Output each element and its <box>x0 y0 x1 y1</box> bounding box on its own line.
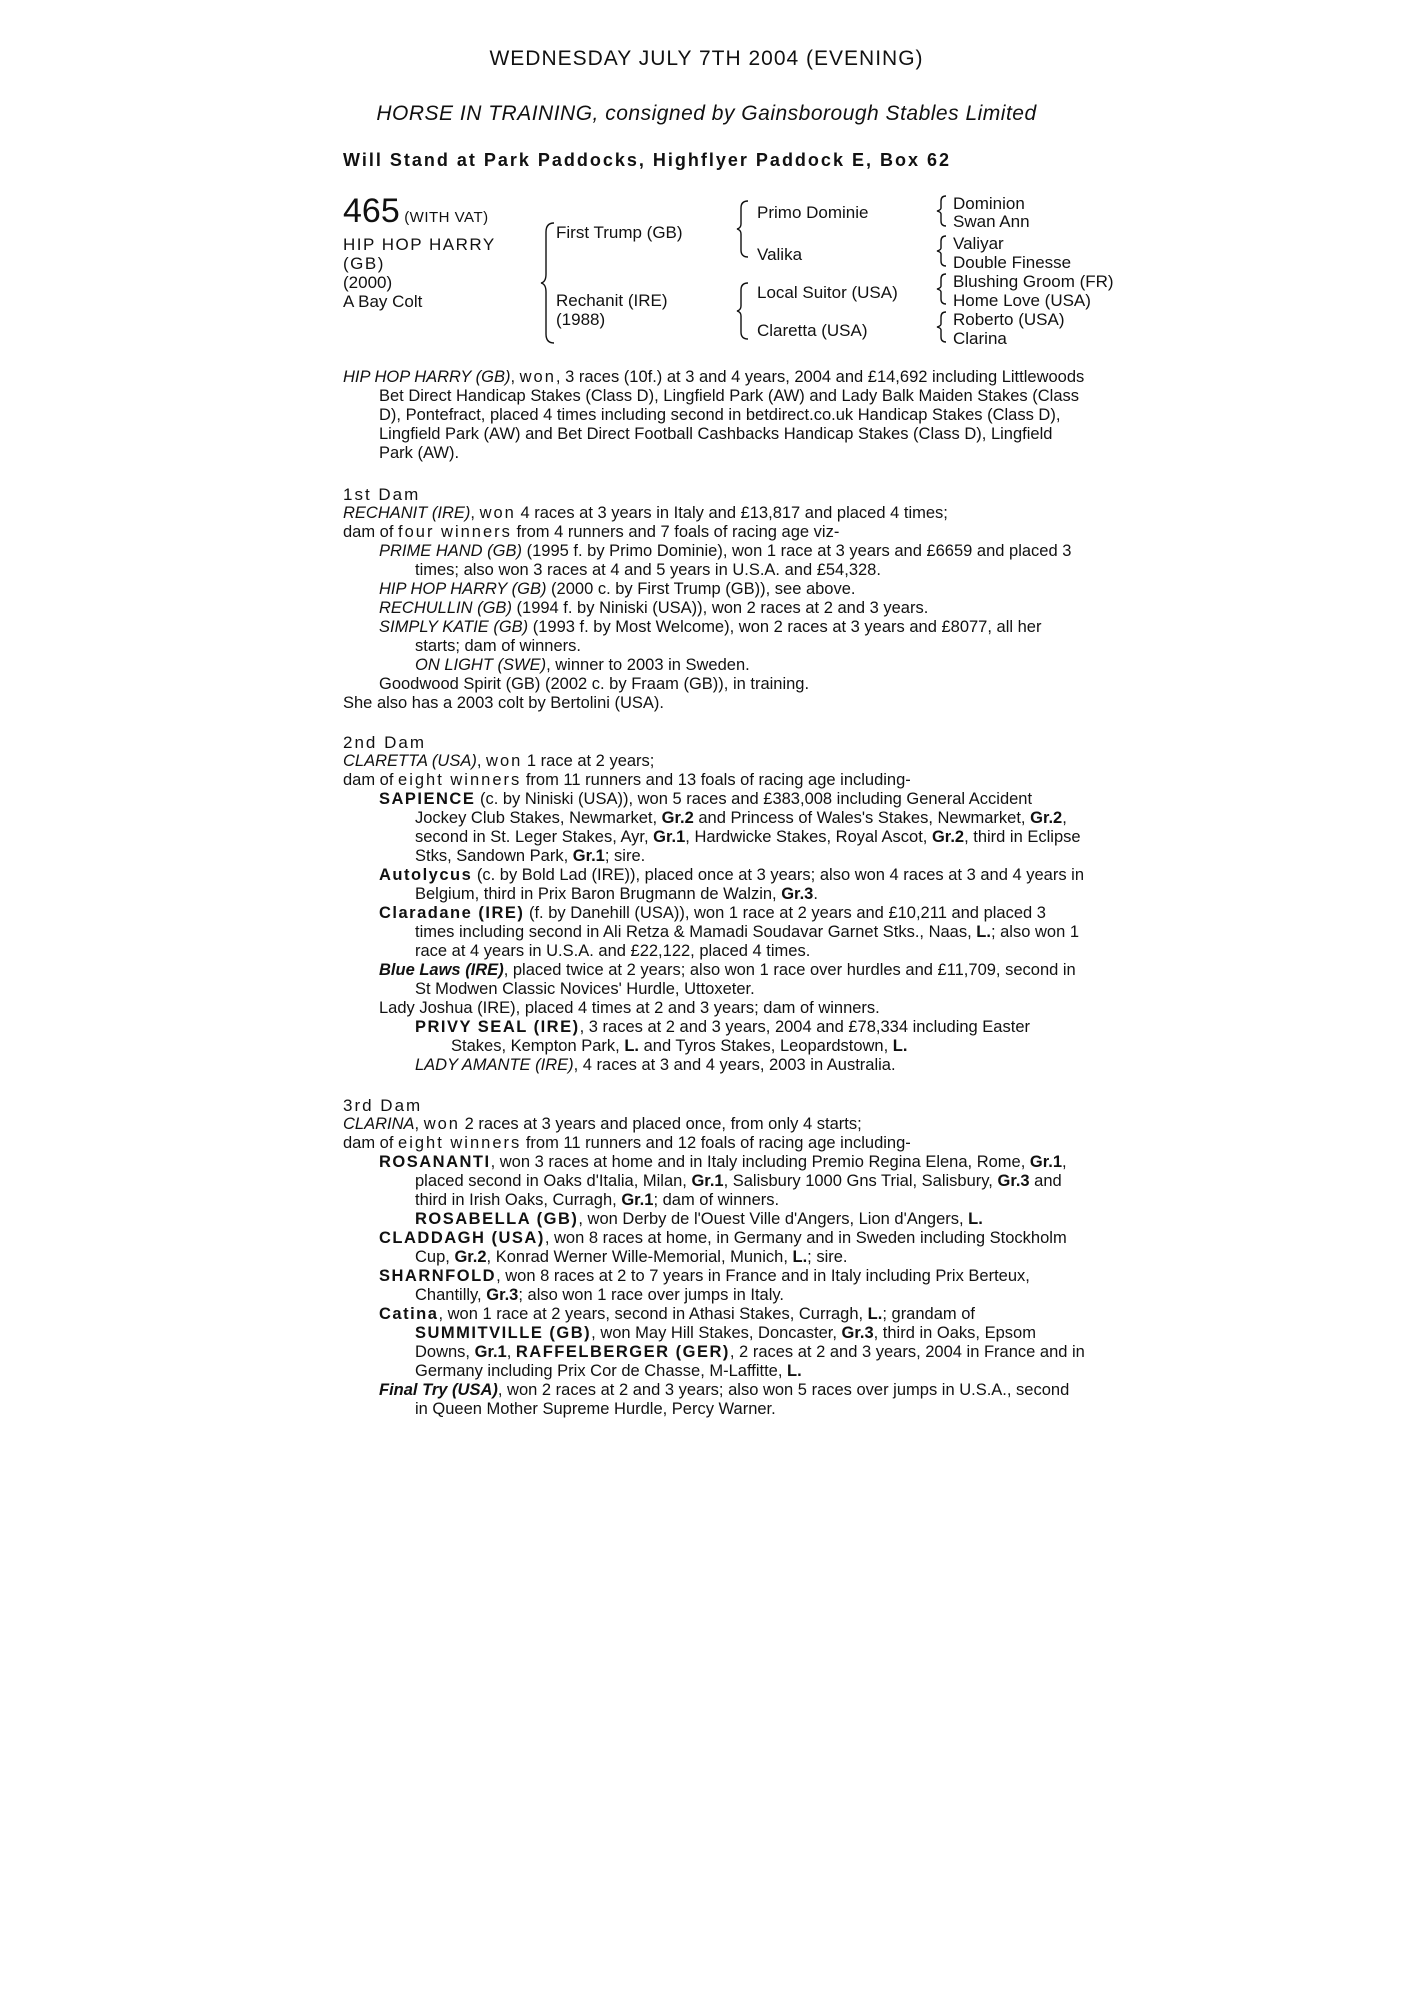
produce-rosabella-grade: L. <box>968 1210 983 1228</box>
first-dam-line <box>343 504 1085 523</box>
produce-catina <box>379 1305 1085 1381</box>
third-dam-produce-intro <box>343 1134 1085 1153</box>
second-dam-name: CLARETTA (USA) <box>343 752 477 770</box>
produce-rosananti-grade-1: Gr.1 <box>1029 1153 1062 1171</box>
produce-blue-laws-name: Blue Laws (IRE) <box>379 961 504 979</box>
produce-sapience-text-6: ; sire. <box>604 847 646 865</box>
produce-rechullin-name: RECHULLIN (GB) <box>379 599 512 617</box>
produce-privy-seal-grade-2: L. <box>892 1037 908 1055</box>
pedigree-dam-year: (1988) <box>556 310 606 329</box>
produce-sharnfold-text-2: ; also won 1 race over jumps in Italy. <box>518 1286 784 1304</box>
produce-catina-grade-3: Gr.1 <box>474 1343 507 1361</box>
produce-lady-joshua: Lady Joshua (IRE), placed 4 times at 2 and 3 years; dam of winners. <box>379 999 880 1017</box>
produce-rosananti-grade-4: Gr.1 <box>621 1191 654 1209</box>
race-summary <box>343 368 1085 463</box>
produce-rosabella-text: , won Derby de l'Ouest Ville d'Angers, Lion d'Angers, <box>578 1210 969 1228</box>
first-dam-section <box>343 485 1085 713</box>
produce-rechullin-text: (1994 f. by Niniski (USA)), won 2 races at 2 and 3 years. <box>511 599 929 617</box>
produce-goodwood-spirit: Goodwood Spirit (GB) (2002 c. by Fraam (GB)), in training. <box>379 675 810 693</box>
horse-origin: (GB) <box>343 254 385 273</box>
produce-autolycus-name: Autolycus <box>379 866 473 884</box>
second-dam-comma: , <box>476 752 487 770</box>
produce-on-light-name: ON LIGHT (SWE) <box>415 656 547 674</box>
produce-catina-grade-2: Gr.3 <box>841 1324 874 1342</box>
produce-prime-hand-text: (1995 f. by Primo Dominie), won 1 race at 3 years and £6659 and placed 3 times; also won 3 races at 4 and 5 years in U.S.A. and £54,328. <box>415 542 1072 579</box>
produce-sapience-text-5: , third in Eclipse Stks, Sandown Park, <box>415 828 1081 865</box>
third-dam-winners: eight winners <box>398 1134 522 1152</box>
first-dam-winners: four winners <box>398 523 512 541</box>
second-dam-record: 1 race at 2 years; <box>522 752 655 770</box>
produce-sapience-text-2: and Princess of Wales's Stakes, Newmarket, <box>693 809 1031 827</box>
produce-catina-grade-4: L. <box>787 1362 802 1380</box>
produce-autolycus-end: . <box>813 885 818 903</box>
second-dam-won: won <box>486 752 523 770</box>
first-dam-comma: , <box>470 504 480 522</box>
produce-lady-amante <box>415 1056 1085 1075</box>
third-dam-produce-rest: from 11 runners and 12 foals of racing age including- <box>521 1134 911 1152</box>
produce-claddagh-grade-2: L. <box>792 1248 808 1266</box>
produce-hip-hop-harry-name: HIP HOP HARRY (GB) <box>379 580 547 598</box>
produce-privy-seal-text-2: and Tyros Stakes, Leopardstown, <box>639 1037 893 1055</box>
produce-sapience-grade-1: Gr.2 <box>661 809 694 827</box>
third-dam-produce-prefix: dam of <box>343 1134 399 1152</box>
produce-lady-amante-name: LADY AMANTE (IRE) <box>415 1056 574 1074</box>
pedigree-dam-dam: Claretta (USA) <box>757 321 868 340</box>
produce-privy-seal-grade-1: L. <box>624 1037 640 1055</box>
produce-rosabella-name: ROSABELLA (GB) <box>415 1210 579 1228</box>
second-dam-heading: 2nd Dam <box>343 733 426 752</box>
first-dam-won: won <box>479 504 516 522</box>
produce-rechullin <box>379 599 1085 618</box>
third-dam-record: 2 races at 3 years and placed once, from only 4 starts; <box>459 1115 862 1133</box>
produce-privy-seal <box>415 1018 1085 1056</box>
produce-hip-hop-harry-text: (2000 c. by First Trump (GB)), see above. <box>546 580 856 598</box>
first-dam-heading: 1st Dam <box>343 485 421 504</box>
third-dam-section <box>343 1096 1085 1419</box>
summary-won: won <box>519 368 556 386</box>
summary-horse-name: HIP HOP HARRY (GB) <box>343 368 511 386</box>
second-dam-produce-rest: from 11 runners and 13 foals of racing age including- <box>521 771 911 789</box>
produce-rosananti-grade-2: Gr.1 <box>691 1172 724 1190</box>
first-dam-produce-intro <box>343 523 1085 542</box>
produce-sapience-grade-2: Gr.2 <box>1030 809 1063 827</box>
produce-claddagh-text-2: , Konrad Werner Wille-Memorial, Munich, <box>486 1248 793 1266</box>
pedigree-g8: Clarina <box>953 329 1007 348</box>
second-dam-produce-prefix: dam of <box>343 771 399 789</box>
produce-catina-text-5: , <box>506 1343 516 1361</box>
produce-rosananti-text-4: and third in Irish Oaks, Curragh, <box>415 1172 1062 1209</box>
first-dam-name: RECHANIT (IRE) <box>343 504 471 522</box>
third-dam-comma: , <box>414 1115 424 1133</box>
produce-hip-hop-harry <box>379 580 1085 599</box>
produce-claddagh <box>379 1229 1085 1267</box>
pedigree-brace-g3 <box>936 273 948 305</box>
produce-claradane-text: (f. by Danehill (USA)), won 1 race at 2 years and £10,211 and placed 3 times including second in Ali Retza & Mamadi Soudavar Garnet Stks., Naas, <box>415 904 1046 941</box>
lot-number-block <box>343 192 489 231</box>
produce-sapience <box>379 790 1085 866</box>
pedigree-brace-g2 <box>936 235 948 267</box>
first-dam-produce-prefix: dam of <box>343 523 399 541</box>
pedigree-brace-sire <box>736 200 750 258</box>
horse-year: (2000) <box>343 273 393 292</box>
second-dam-produce-intro <box>343 771 1085 790</box>
pedigree-brace-g4 <box>936 311 948 343</box>
produce-sharnfold-name: SHARNFOLD <box>379 1267 497 1285</box>
sale-date: WEDNESDAY JULY 7TH 2004 (EVENING) <box>489 47 924 70</box>
produce-catina-text-6: , 2 races at 2 and 3 years, 2004 in France and in Germany including Prix Cor de Chasse, M-Laffitte, <box>415 1343 1085 1380</box>
produce-sapience-text-4: , Hardwicke Stakes, Royal Ascot, <box>685 828 932 846</box>
pedigree-g5: Blushing Groom (FR) <box>953 272 1114 291</box>
pedigree-g6: Home Love (USA) <box>953 291 1091 310</box>
produce-summitville-name: SUMMITVILLE (GB) <box>415 1324 592 1342</box>
pedigree-sire-sire: Primo Dominie <box>757 203 869 222</box>
produce-lady-amante-text: , 4 races at 3 and 4 years, 2003 in Australia. <box>573 1056 896 1074</box>
produce-rosananti-name: ROSANANTI <box>379 1153 491 1171</box>
produce-sapience-name: SAPIENCE <box>379 790 476 808</box>
produce-rosananti-text-5: ; dam of winners. <box>653 1191 780 1209</box>
produce-raffelberger-name: RAFFELBERGER (GER) <box>515 1343 730 1361</box>
third-dam-won: won <box>423 1115 460 1133</box>
produce-privy-seal-name: PRIVY SEAL (IRE) <box>415 1018 580 1036</box>
produce-catina-text-2: ; grandam of <box>882 1305 975 1323</box>
produce-on-light-text: , winner to 2003 in Sweden. <box>546 656 750 674</box>
produce-final-try-name: Final Try (USA) <box>379 1381 498 1399</box>
produce-claradane <box>379 904 1085 961</box>
produce-privy-seal-text: , 3 races at 2 and 3 years, 2004 and £78,334 including Easter Stakes, Kempton Park, <box>451 1018 1030 1055</box>
produce-rosananti-grade-3: Gr.3 <box>997 1172 1030 1190</box>
lot-vat: (WITH VAT) <box>404 209 489 226</box>
produce-sapience-grade-4: Gr.2 <box>931 828 965 846</box>
pedigree-g3: Valiyar <box>953 234 1004 253</box>
summary-text: , 3 races (10f.) at 3 and 4 years, 2004 and £14,692 including Littlewoods Bet Direct Handicap Stakes (Class D), Lingfield Park (AW) and Lady Balk Maiden Stakes (Class D), Pontefract, placed 4 times including second in betdirect.co.uk Handicap Stakes (Class D), Lingfield Park (AW) and Bet Direct Football Cashbacks Handicap Stakes (Class D), Lingfield Park (AW). <box>379 368 1085 462</box>
produce-simply-katie-name: SIMPLY KATIE (GB) <box>379 618 529 636</box>
pedigree-brace-dam <box>736 282 750 340</box>
produce-rosananti-text-2: , placed second in Oaks d'Italia, Milan, <box>415 1153 1067 1190</box>
produce-blue-laws <box>379 961 1085 999</box>
produce-autolycus-grade: Gr.3 <box>781 885 814 903</box>
produce-claddagh-text-1: , won 8 races at home, in Germany and in Sweden including Stockholm Cup, <box>415 1229 1067 1266</box>
produce-simply-katie <box>379 618 1085 656</box>
produce-claradane-name: Claradane (IRE) <box>379 904 525 922</box>
produce-sapience-grade-5: Gr.1 <box>572 847 605 865</box>
pedigree-g2: Swan Ann <box>953 212 1030 231</box>
produce-rosananti-text-3: , Salisbury 1000 Gns Trial, Salisbury, <box>723 1172 998 1190</box>
produce-final-try-text: , won 2 races at 2 and 3 years; also won 5 races over jumps in U.S.A., second in Queen Mother Supreme Hurdle, Percy Warner. <box>415 1381 1070 1418</box>
pedigree-sire-dam: Valika <box>757 245 803 264</box>
pedigree-dam-sire: Local Suitor (USA) <box>757 283 898 302</box>
first-dam-produce-rest: from 4 runners and 7 foals of racing age viz- <box>511 523 840 541</box>
produce-sharnfold-text-1: , won 8 races at 2 to 7 years in France and in Italy including Prix Berteux, Chantilly, <box>415 1267 1030 1304</box>
third-dam-name: CLARINA <box>343 1115 415 1133</box>
produce-claddagh-text-3: ; sire. <box>807 1248 848 1266</box>
lot-number: 465 <box>343 192 400 230</box>
produce-claradane-grade: L. <box>976 923 991 941</box>
pedigree-dam: Rechanit (IRE) <box>556 291 668 310</box>
produce-on-light <box>415 656 1085 675</box>
produce-claradane-end: ; also won 1 race at 4 years in U.S.A. and £22,122, placed 4 times. <box>415 923 1080 960</box>
produce-prime-hand <box>379 542 1085 580</box>
produce-sharnfold <box>379 1267 1085 1305</box>
first-dam-record: 4 races at 3 years in Italy and £13,817 and placed 4 times; <box>515 504 948 522</box>
produce-sapience-text-3: , second in St. Leger Stakes, Ayr, <box>415 809 1067 846</box>
produce-autolycus-text: (c. by Bold Lad (IRE)), placed once at 3 years; also won 4 races at 3 and 4 years in Belgium, third in Prix Baron Brugmann de Walzin, <box>415 866 1084 903</box>
first-dam-foal-note: She also has a 2003 colt by Bertolini (USA). <box>343 694 665 712</box>
horse-name: HIP HOP HARRY <box>343 235 496 254</box>
produce-catina-text-1: , won 1 race at 2 years, second in Athasi Stakes, Curragh, <box>438 1305 868 1323</box>
horse-description: A Bay Colt <box>343 292 423 311</box>
produce-rosananti-text-1: , won 3 races at home and in Italy including Premio Regina Elena, Rome, <box>490 1153 1030 1171</box>
produce-sapience-grade-3: Gr.1 <box>653 828 686 846</box>
produce-catina-grade-1: L. <box>867 1305 883 1323</box>
produce-sapience-text-1: (c. by Niniski (USA)), won 5 races and £383,008 including General Accident Jockey Club Stakes, Newmarket, <box>415 790 1033 827</box>
produce-simply-katie-text: (1993 f. by Most Welcome), won 2 races at 3 years and £8077, all her starts; dam of winners. <box>415 618 1042 655</box>
produce-rosananti <box>379 1153 1085 1210</box>
produce-claddagh-name: CLADDAGH (USA) <box>379 1229 545 1247</box>
stand-location: Will Stand at Park Paddocks, Highflyer Paddock E, Box 62 <box>343 150 951 170</box>
second-dam-line <box>343 752 1085 771</box>
summary-paragraph <box>343 368 1085 463</box>
pedigree-brace-g1 <box>936 195 948 227</box>
produce-catina-name: Catina <box>379 1305 439 1323</box>
consignment-line: HORSE IN TRAINING, consigned by Gainsborough Stables Limited <box>376 102 1037 125</box>
produce-prime-hand-name: PRIME HAND (GB) <box>379 542 523 560</box>
third-dam-heading: 3rd Dam <box>343 1096 423 1115</box>
pedigree-g7: Roberto (USA) <box>953 310 1065 329</box>
pedigree-g1: Dominion <box>953 194 1025 213</box>
produce-catina-text-3: , won May Hill Stakes, Doncaster, <box>591 1324 842 1342</box>
pedigree-g4: Double Finesse <box>953 253 1072 272</box>
second-dam-section <box>343 733 1085 1075</box>
produce-claddagh-grade-1: Gr.2 <box>454 1248 487 1266</box>
second-dam-winners: eight winners <box>398 771 522 789</box>
produce-final-try <box>379 1381 1085 1419</box>
summary-comma: , <box>510 368 520 386</box>
produce-sharnfold-grade: Gr.3 <box>486 1286 519 1304</box>
third-dam-line <box>343 1115 1085 1134</box>
produce-autolycus <box>379 866 1085 904</box>
produce-blue-laws-text: , placed twice at 2 years; also won 1 race over hurdles and £11,709, second in St Modwen Classic Novices' Hurdle, Uttoxeter. <box>415 961 1076 998</box>
pedigree-brace-main <box>540 222 556 344</box>
pedigree-sire: First Trump (GB) <box>556 223 683 242</box>
produce-rosabella <box>415 1210 1085 1229</box>
produce-catina-text-4: , third in Oaks, Epsom Downs, <box>415 1324 1036 1361</box>
